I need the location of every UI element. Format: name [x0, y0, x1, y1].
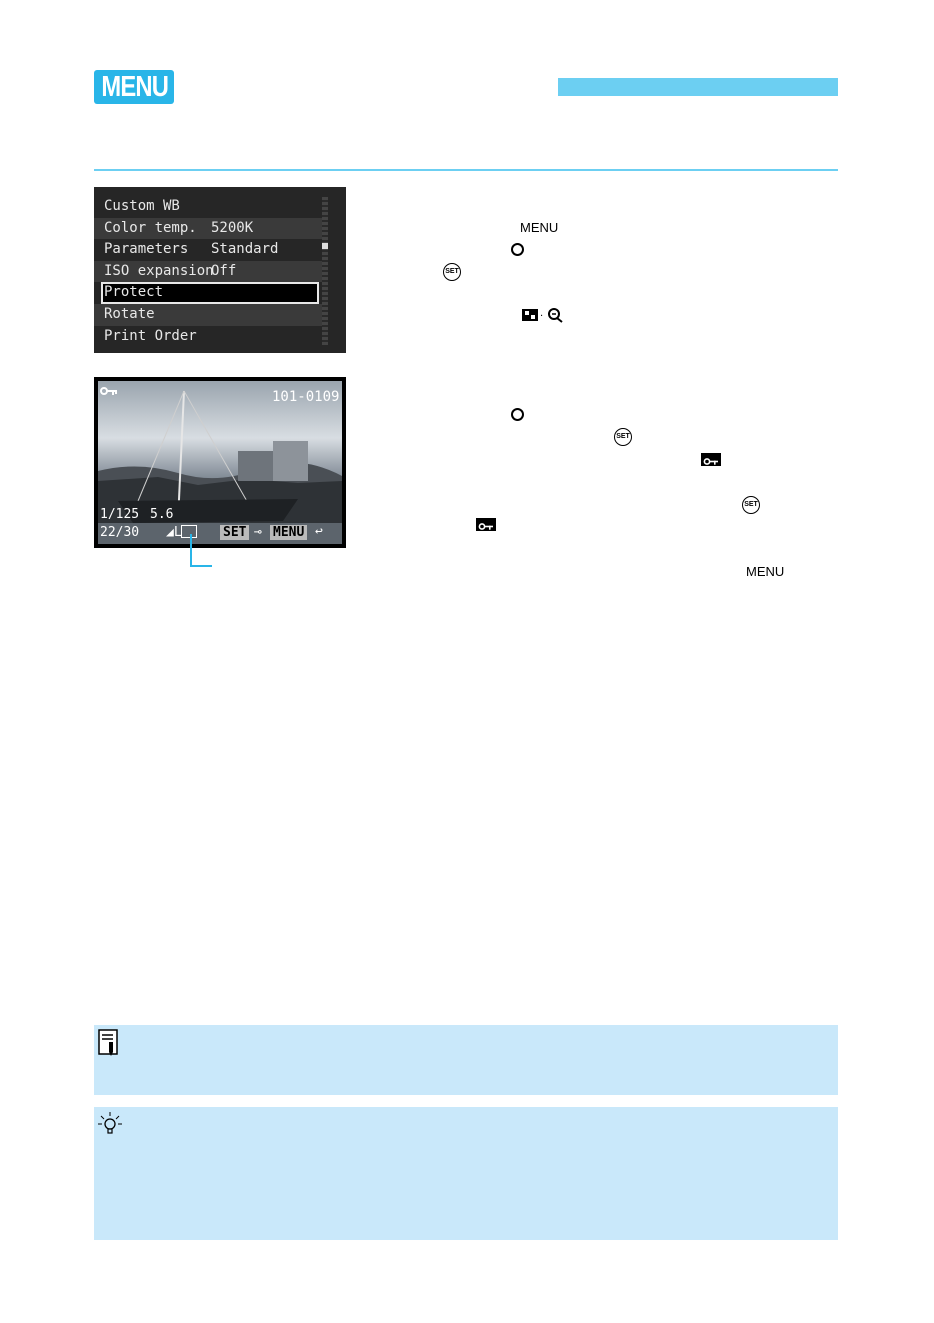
- set-button-icon-3: SET: [742, 496, 760, 514]
- index-magnify-icon: [521, 307, 567, 328]
- protect-status-icon: [181, 525, 197, 538]
- callout-line-horizontal: [190, 565, 212, 567]
- protect-key-icon-3: [476, 518, 496, 531]
- memo-icon: [98, 1029, 120, 1062]
- menu-button-word-2: MENU: [746, 564, 785, 579]
- header-bar: [558, 78, 838, 96]
- menu-button-word: MENU: [520, 220, 559, 235]
- quality-icon: ◢: [166, 525, 174, 540]
- set-button-icon: SET: [443, 263, 461, 281]
- protect-key-icon-2: [701, 453, 721, 466]
- frame-count: 22/30: [100, 525, 140, 540]
- file-number: 101-0109: [272, 389, 340, 405]
- lcd-row-custom-wb: Custom WB: [104, 198, 180, 214]
- lightbulb-icon: [96, 1111, 124, 1142]
- playback-screen: [94, 377, 346, 548]
- set-badge: SET: [220, 525, 249, 540]
- quality-indicator: [166, 525, 182, 540]
- note-box: [94, 1025, 838, 1095]
- protect-key-icon: [100, 385, 118, 400]
- set-button-icon-2: SET: [614, 428, 632, 446]
- section-rule: [94, 169, 838, 171]
- lcd-menu-screen: [94, 187, 346, 353]
- lcd-row-parameters: Parameters Standard: [104, 241, 279, 258]
- lcd-scrollbar: [322, 197, 328, 345]
- shutter-speed: 1/125: [100, 507, 140, 522]
- menu-tab-label: MENU: [101, 71, 169, 103]
- return-icon: ↩: [315, 524, 323, 539]
- lcd-row-rotate: Rotate: [94, 304, 326, 326]
- tip-box: [94, 1107, 838, 1240]
- lcd-row-print-order: Print Order: [104, 327, 197, 344]
- svg-text:·: ·: [540, 311, 544, 322]
- key-icon-small: ⊸: [254, 525, 262, 540]
- lcd-row-color-temp: Color temp. 5200K: [94, 218, 326, 240]
- lcd-row-protect: Protect: [101, 282, 319, 304]
- callout-line: [190, 534, 192, 566]
- quick-control-dial-icon-2: [511, 408, 524, 421]
- quality-label: L: [173, 525, 182, 540]
- aperture: 5.6: [150, 507, 174, 522]
- menu-tab-badge: [94, 70, 174, 104]
- lcd-row-iso-expansion: ISO expansion Off: [94, 261, 326, 283]
- quick-control-dial-icon: [511, 243, 524, 256]
- menu-badge: MENU: [270, 525, 307, 540]
- lcd-scroll-thumb: [322, 243, 328, 249]
